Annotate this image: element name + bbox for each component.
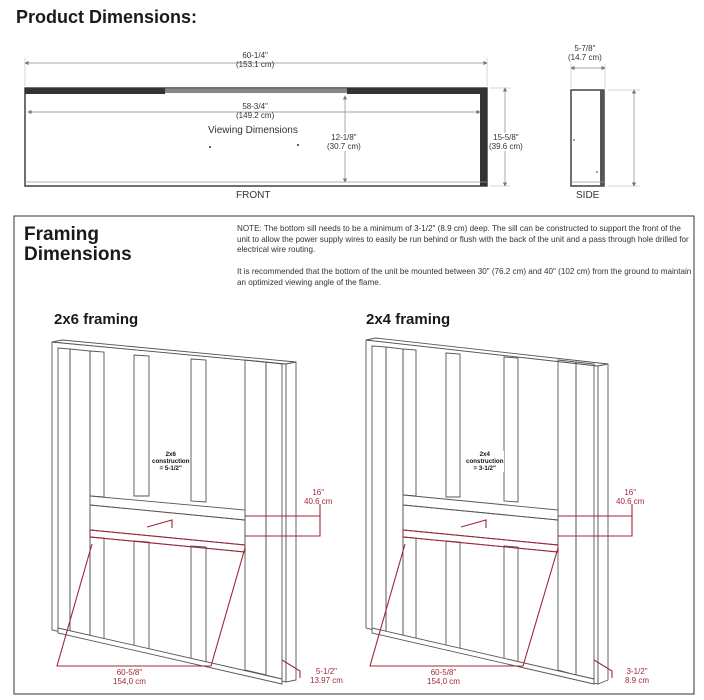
overall-width-imperial: 60-1/4" [242, 51, 268, 60]
construction-2x6-line3: = 5-1/2" [159, 465, 182, 472]
viewing-width-metric: (149.2 cm) [236, 111, 275, 120]
framing-title [24, 225, 132, 265]
framing-note: NOTE: The bottom sill needs to be a minimum of 3-1/2" (8.9 cm) deep. The sill can be constructed to support the front of the unit to allow the power supply wires to easily be run behind or flush with the back of the unit and a pass through hole drilled for electrical wire routing. [237, 224, 689, 255]
construction-2x4-line3: = 3-1/2" [473, 465, 496, 472]
framing-2x4-height-imperial: 16" [624, 488, 637, 497]
side-view [571, 90, 604, 186]
construction-2x6-line2: construction [152, 458, 190, 465]
framing-2x6-depth-metric: 13.97 cm [310, 676, 343, 685]
viewing-width-dim [236, 102, 274, 120]
framing-2x4-height-dim [616, 488, 644, 506]
side-depth-dim [568, 44, 602, 62]
framing-2x6-height-dim [304, 488, 332, 506]
overall-height-metric: (39.6 cm) [489, 142, 523, 151]
construction-2x6-line1: 2x6 [165, 451, 176, 458]
framing-title-line2: Dimensions [24, 244, 132, 265]
framing-2x6-drawing [52, 340, 296, 684]
overall-width-dim [236, 51, 274, 69]
framing-2x6-height-imperial: 16" [312, 488, 325, 497]
framing-2x6-title: 2x6 framing [54, 311, 139, 328]
framing-2x4-depth-dim [625, 667, 649, 685]
framing-2x6-depth-dim [310, 667, 343, 685]
framing-2x4-depth-imperial: 3-1/2" [626, 667, 648, 676]
viewing-width-imperial: 58-3/4" [242, 102, 268, 111]
side-depth-imperial: 5-7/8" [574, 44, 596, 53]
viewing-dimensions-label: Viewing Dimensions [208, 125, 298, 136]
construction-2x4-line1: 2x4 [479, 451, 490, 458]
overall-width-metric: (153.1 cm) [236, 60, 275, 69]
front-label: FRONT [236, 190, 271, 201]
framing-2x4-width-metric: 154,0 cm [427, 677, 460, 686]
framing-2x4-width-imperial: 60-5/8" [430, 668, 457, 677]
framing-2x6-width-imperial: 60-5/8" [116, 668, 143, 677]
framing-2x4-width-dim [427, 668, 460, 686]
framing-2x4-height-metric: 40.6 cm [616, 497, 645, 506]
framing-2x6-height-metric: 40.6 cm [304, 497, 333, 506]
framing-2x4-construction [465, 451, 504, 472]
framing-title-line1: Framing [24, 224, 99, 245]
framing-2x4-title: 2x4 framing [366, 311, 451, 328]
framing-recommendation: It is recommended that the bottom of the unit be mounted between 30" (76.2 cm) and 40" (102 cm) from the ground to maintain an optimized viewing angle of the flame. [237, 267, 692, 287]
framing-2x6-depth-imperial: 5-1/2" [315, 667, 337, 676]
side-depth-metric: (14.7 cm) [568, 53, 602, 62]
framing-2x6-construction [151, 451, 190, 472]
framing-2x4-drawing [366, 338, 608, 684]
product-dimensions-title: Product Dimensions: [16, 7, 198, 27]
framing-2x6-width-metric: 154,0 cm [113, 677, 146, 686]
viewing-height-imperial: 12-1/8" [331, 133, 357, 142]
side-label: SIDE [576, 190, 600, 201]
overall-height-dim [489, 133, 523, 151]
construction-2x4-line2: construction [466, 458, 504, 465]
viewing-height-metric: (30.7 cm) [327, 142, 361, 151]
framing-2x4-depth-metric: 8.9 cm [625, 676, 650, 685]
framing-2x6-width-dim [113, 668, 146, 686]
viewing-height-dim [327, 133, 361, 151]
overall-height-imperial: 15-5/8" [493, 133, 519, 142]
